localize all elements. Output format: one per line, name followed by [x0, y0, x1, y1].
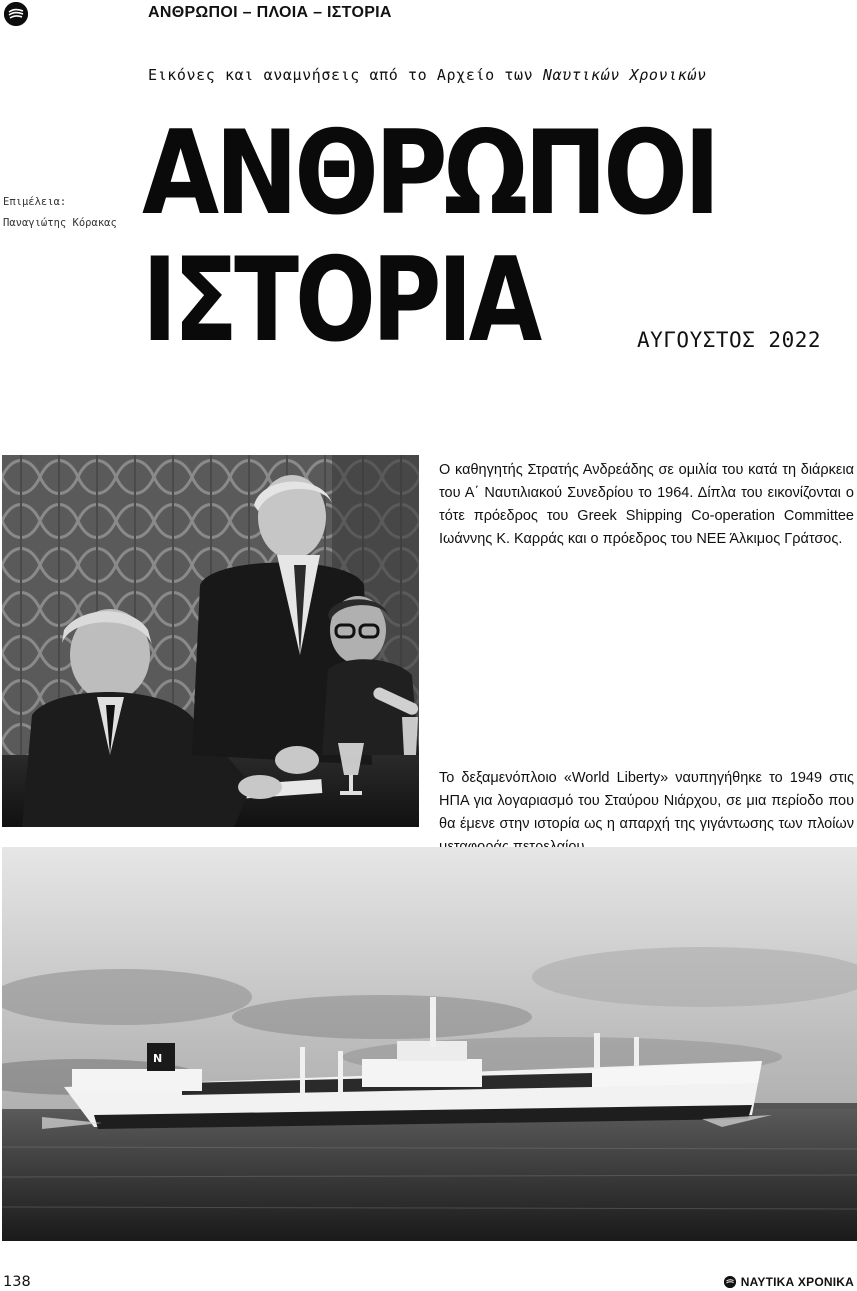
conference-caption: Ο καθηγητής Στρατής Ανδρεάδης σε ομιλία του κατά τη διάρκεια του Α΄ Ναυτιλιακού Συνεδρίου το 1964. Δίπλα του εικονίζονται ο τότε πρόεδρος του Greek Shipping Co-operation Committee Ιωάννης Κ. Καρράς και ο πρόεδρος του ΝΕΕ Άλκιμος Γράτσος. — [439, 462, 854, 547]
ship-caption: Το δεξαμενόπλοιο «World Liberty» ναυπηγήθηκε το 1949 στις ΗΠΑ για λογαριασμό του Σταύρου Νιάρχου, σε μια περίοδο που θα έμενε στην ιστορία ως η απαρχή της γιγάντωσης των πλοίων — [439, 770, 854, 832]
page-title-line-2: ΙΣΤΟΡΙΑ — [142, 233, 539, 368]
footer-brand-label: ΝΑΥΤΙΚΑ ΧΡΟΝΙΚΑ — [740, 1275, 854, 1289]
wave-logo-icon — [4, 2, 28, 26]
footer-brand — [724, 1275, 854, 1289]
subtitle — [148, 66, 707, 84]
svg-text:N: N — [153, 1052, 163, 1065]
page-number: 138 — [3, 1274, 31, 1290]
issue-date: ΑΥΓΟΥΣΤΟΣ 2022 — [637, 328, 822, 352]
ship-photo — [2, 847, 857, 1241]
conference-photo — [2, 455, 419, 827]
brand-logo-icon — [724, 1276, 736, 1288]
page-title-line-1: ΑΝΘΡΩΠΟΙ — [142, 106, 717, 241]
subtitle-plain: Εικόνες και αναμνήσεις από το Αρχείο των — [148, 66, 543, 84]
credit-name: Παναγιώτης Κόρακας — [3, 217, 117, 229]
section-title: ΑΝΘΡΩΠΟΙ – ΠΛΟΙΑ – ΙΣΤΟΡΙΑ — [148, 4, 392, 21]
subtitle-italic: Ναυτικών Χρονικών — [542, 66, 707, 84]
credit-label: Επιμέλεια: — [3, 196, 67, 208]
